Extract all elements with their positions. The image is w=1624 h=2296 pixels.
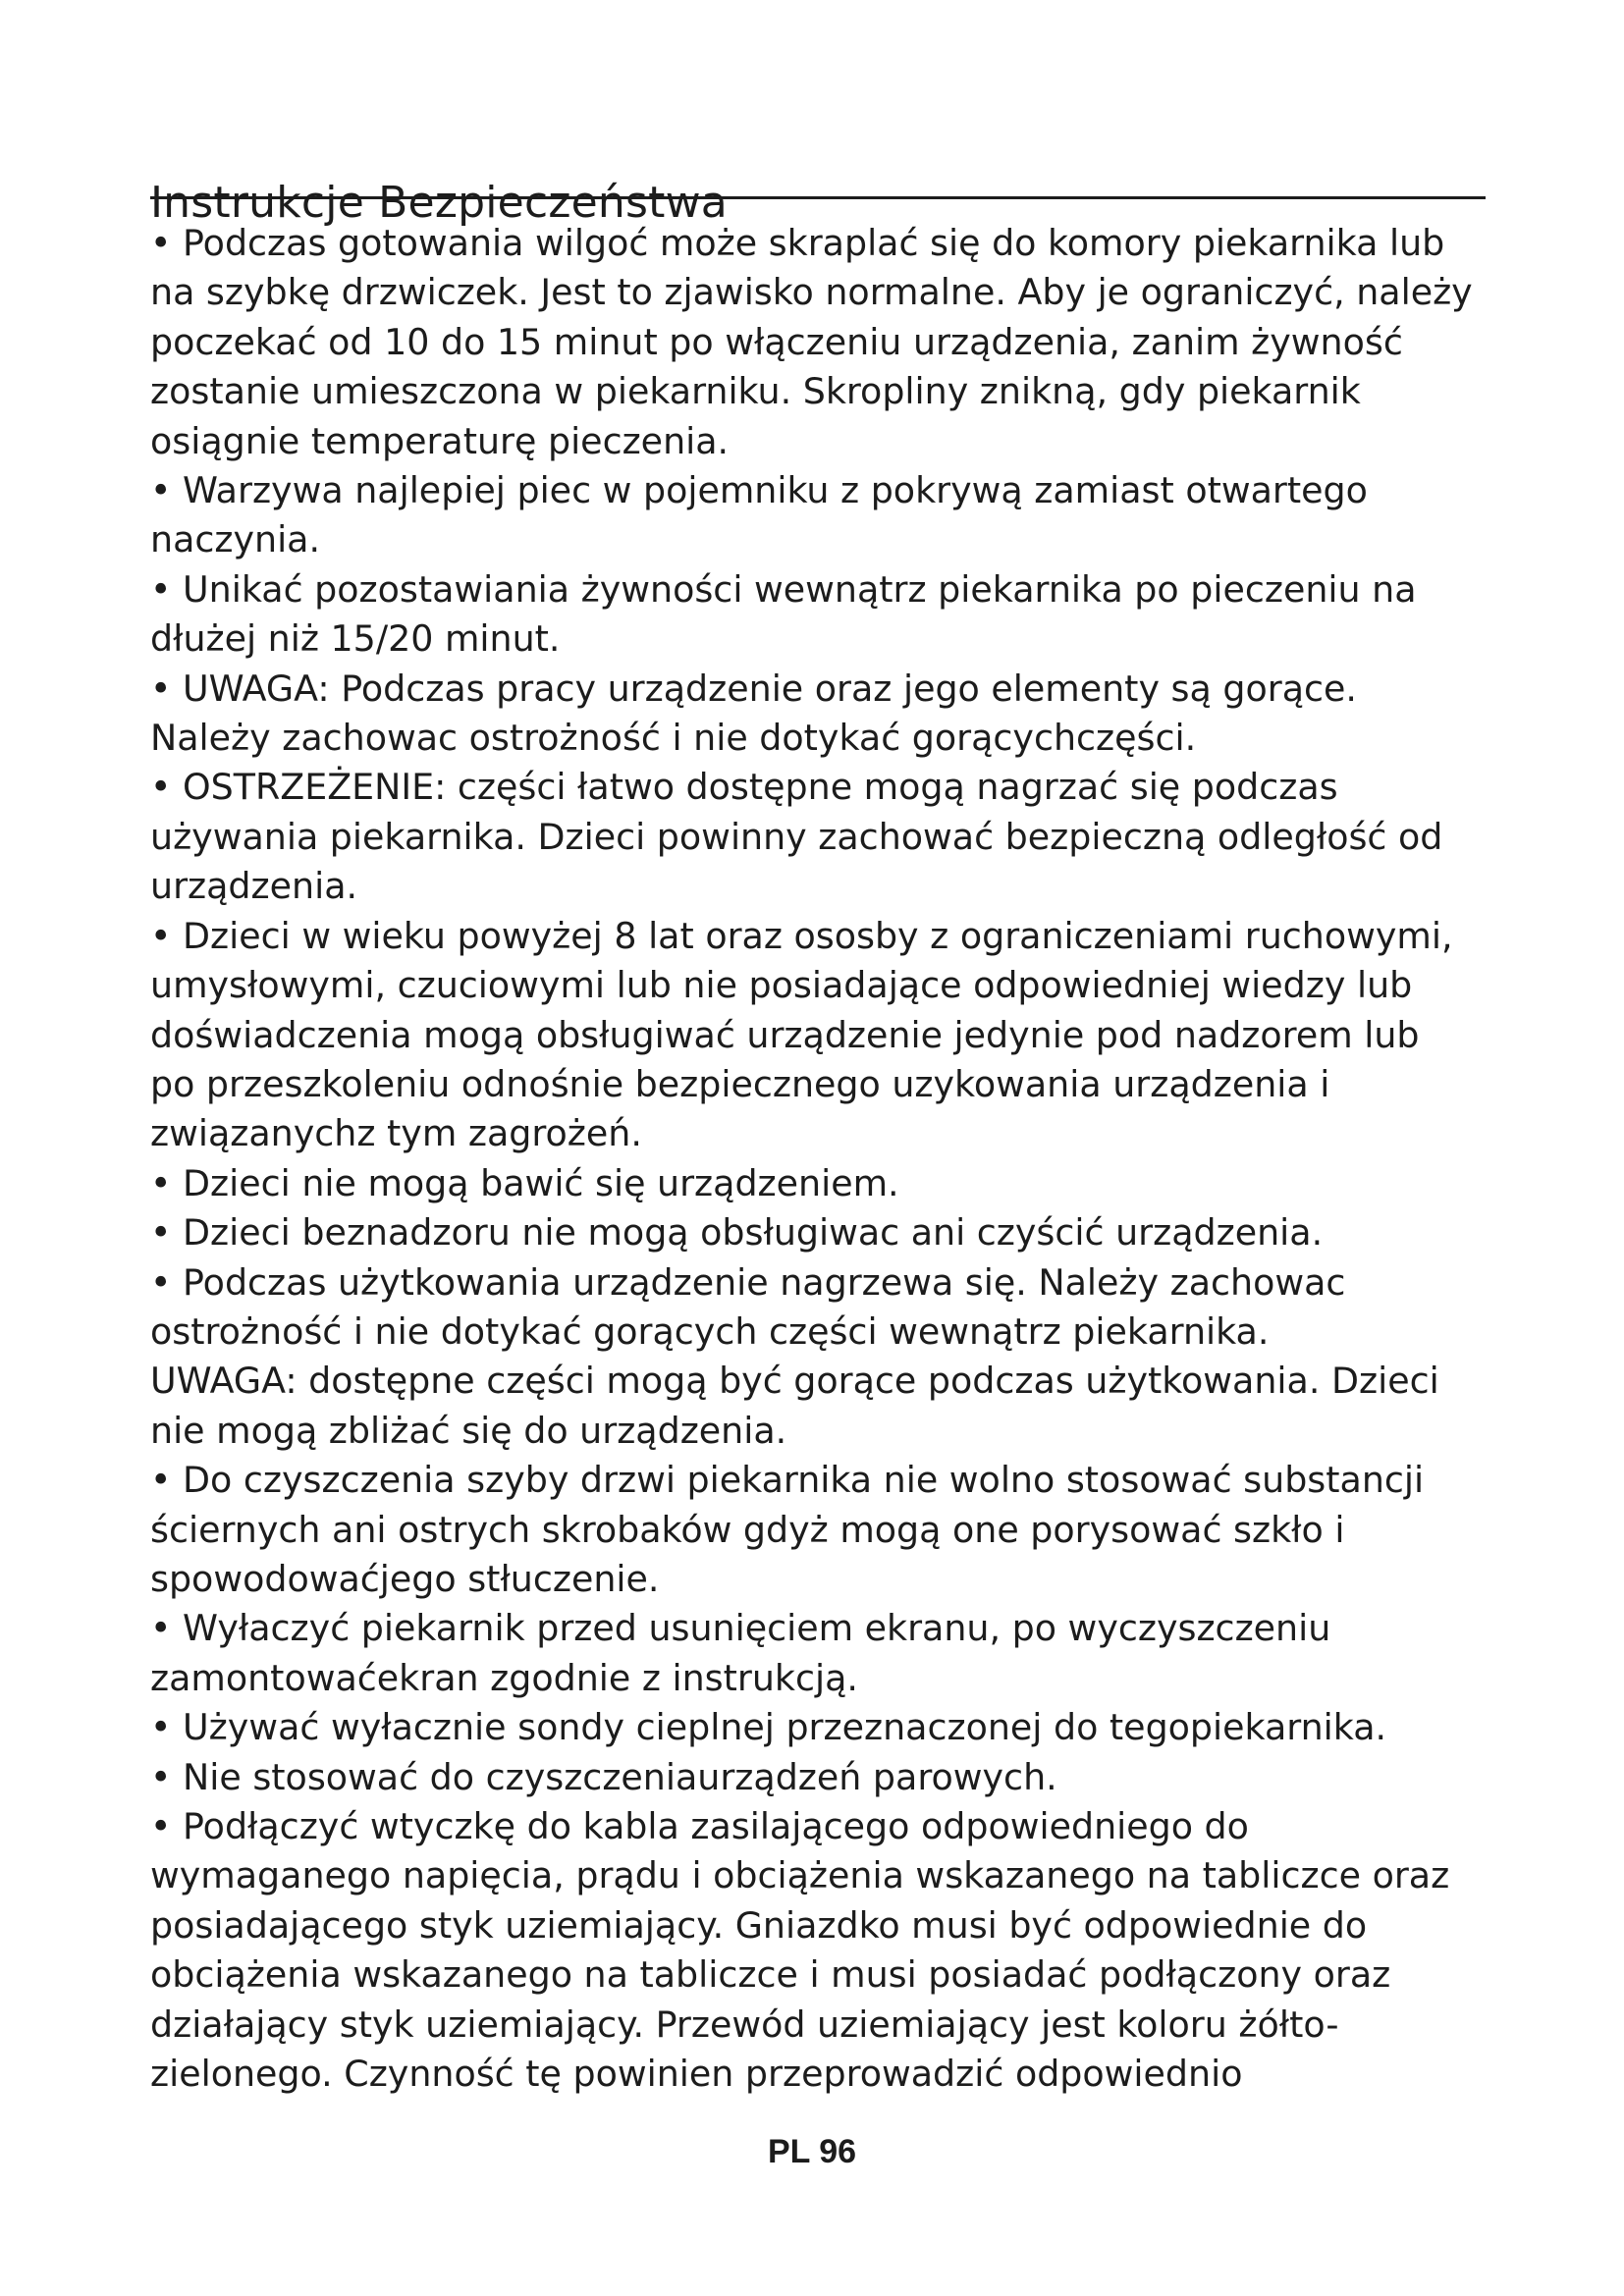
paragraph-condensation: • Podczas gotowania wilgoć może skraplać się do komory piekarnika lub na szybkę drzwiczek. Jest to zjawisko normalne. Aby je ograniczyć, należy poczekać od 10 do 15 minut po włączeniu urządzenia, zanim żywność zostanie umieszczona w piekarniku. Skropliny znikną, gdy piekarnik osiągnie temperaturę pieczenia. (150, 222, 1473, 462)
paragraph-children-supervision: • Dzieci w wieku powyżej 8 lat oraz ososby z ograniczeniami ruchowymi, umysłowymi, czuciowymi lub nie posiadające odpowiedniej wiedzy lub doświadczenia mogą obsługiwać urządzenie jedynie pod nadzorem lub po przeszkoleniu odnośnie bezpiecznego uzykowania urządzenia i związanychz tym zagrożeń. (150, 914, 1453, 1155)
paragraph-steam-cleaners: • Nie stosować do czyszczeniaurządzeń parowych. (150, 1755, 1057, 1798)
page-title: Instrukcje Bezpieczeństwa (150, 178, 728, 229)
paragraph-children-cleaning: • Dzieci beznadzoru nie mogą obsługiwac ani czyścić urządzenia. (150, 1211, 1324, 1255)
paragraph-screen-removal: • Wyłaczyć piekarnik przed usunięciem ekranu, po wyczyszczeniu zamontowaćekran zgodnie z instrukcją. (150, 1607, 1331, 1699)
paragraph-electrical-connection: • Podłączyć wtyczkę do kabla zasilającego odpowiedniego do wymaganego napięcia, prądu i obciążenia wskazanego na tabliczce oraz posiadającego styk uziemiający. Gniazdko musi być odpowiednie do obciążenia wskazanego na tabliczce i musi posiadać podłączony oraz działający styk uziemiający. Przewód uziemiający jest koloru żółto- zielonego. Czynność tę powinien przeprowadzić odpowiednio (150, 1805, 1450, 2096)
paragraph-food-left-inside: • Unikać pozostawiania żywności wewnątrz piekarnika po pieczeniu na dłużej niż 15/20 minut. (150, 567, 1417, 661)
title-underline (150, 196, 1486, 199)
safety-instructions-body (150, 219, 1525, 2099)
paragraph-temperature-probe: • Używać wyłacznie sondy cieplnej przeznaczonej do tegopiekarnika. (150, 1706, 1387, 1749)
paragraph-vegetables: • Warzywa najlepiej piec w pojemniku z pokrywą zamiast otwartego naczynia. (150, 469, 1368, 561)
page-number: PL 96 (767, 2133, 857, 2170)
paragraph-children-play: • Dzieci nie mogą bawić się urządzeniem. (150, 1161, 899, 1204)
paragraph-door-glass-cleaning: • Do czyszczenia szyby drzwi piekarnika nie wolno stosować substancji ściernych ani ostrych skrobaków gdyż mogą one porysować szkło i spowodowaćjego stłuczenie. (150, 1459, 1425, 1600)
paragraph-warning-accessible-parts: • OSTRZEŻENIE: części łatwo dostępne mogą nagrzać się podczas używania piekarnika. Dzieci powinny zachować bezpieczną odległość od urządzenia. (150, 766, 1443, 908)
paragraph-appliance-heats-up: • Podczas użytkowania urządzenie nagrzewa się. Należy zachowac ostrożność i nie dotykać gorących części wewnątrz piekarnika. UWAGA: dostępne części mogą być gorące podczas użytkowania. Dzieci nie mogą zbliżać się do urządzenia. (150, 1260, 1439, 1452)
paragraph-caution-hot-parts: • UWAGA: Podczas pracy urządzenie oraz jego elementy są gorące. Należy zachowac ostrożność i nie dotykać gorącychczęści. (150, 667, 1357, 760)
